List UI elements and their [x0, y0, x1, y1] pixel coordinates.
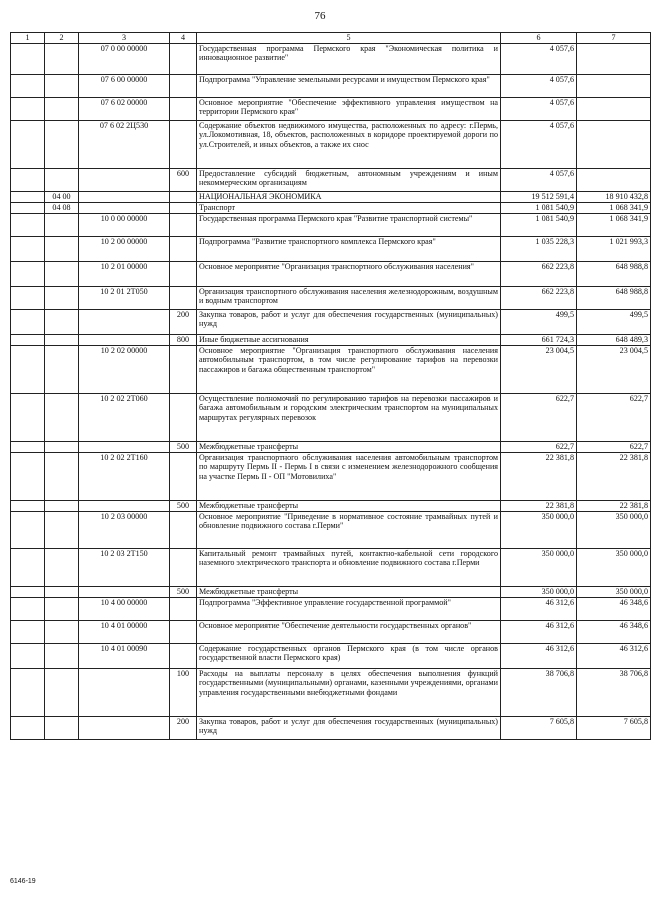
target-article-cell: 10 2 02 2Т160	[79, 452, 170, 500]
table-row	[11, 43, 651, 74]
target-article-cell	[79, 309, 170, 334]
target-article-cell: 10 4 01 00000	[79, 620, 170, 643]
table-row	[11, 334, 651, 345]
amount-2021-cell: 648 988,8	[577, 286, 651, 309]
amount-2021-cell: 18 910 432,8	[577, 191, 651, 202]
target-article-cell	[79, 191, 170, 202]
amount-2020-cell: 4 057,6	[501, 43, 577, 74]
expense-type-cell: 800	[170, 334, 197, 345]
table-row	[11, 500, 651, 511]
table-row	[11, 213, 651, 236]
expense-type-cell: 600	[170, 168, 197, 191]
subsection-cell	[45, 643, 79, 668]
name-cell: Содержание объектов недвижимого имущества, расположенных по адресу: г.Пермь, ул.Локомотивная, 18, объектов, расположенных в коридоре проектируемой дороги по ул.Строителей, и иных объектов, а также их снос	[197, 120, 501, 168]
subsection-cell	[45, 511, 79, 548]
section-cell	[11, 643, 45, 668]
section-cell	[11, 500, 45, 511]
target-article-cell: 10 2 01 2Т050	[79, 286, 170, 309]
name-cell: Подпрограмма "Развитие транспортного комплекса Пермского края"	[197, 236, 501, 261]
name-cell: Межбюджетные трансферты	[197, 441, 501, 452]
target-article-cell: 07 0 00 00000	[79, 43, 170, 74]
target-article-cell: 10 2 02 2Т060	[79, 393, 170, 441]
section-cell	[11, 586, 45, 597]
amount-2021-cell: 1 068 341,9	[577, 213, 651, 236]
name-cell: Основное мероприятие "Приведение в нормативное состояние трамвайных путей и обновление подвижного состава г.Перми"	[197, 511, 501, 548]
section-cell	[11, 441, 45, 452]
section-cell	[11, 309, 45, 334]
target-article-cell: 10 2 00 00000	[79, 236, 170, 261]
amount-2020-cell: 499,5	[501, 309, 577, 334]
name-cell: Подпрограмма "Управление земельными ресурсами и имуществом Пермского края"	[197, 74, 501, 97]
amount-2021-cell: 46 348,6	[577, 620, 651, 643]
subsection-cell	[45, 500, 79, 511]
subsection-cell	[45, 213, 79, 236]
section-cell	[11, 334, 45, 345]
subsection-cell	[45, 97, 79, 120]
amount-2020-cell: 662 223,8	[501, 261, 577, 286]
amount-2021-cell	[577, 97, 651, 120]
table-row	[11, 309, 651, 334]
amount-2021-cell: 350 000,0	[577, 511, 651, 548]
subsection-cell	[45, 716, 79, 739]
amount-2020-cell: 22 381,8	[501, 452, 577, 500]
expense-type-cell: 500	[170, 441, 197, 452]
section-cell	[11, 393, 45, 441]
name-cell: Межбюджетные трансферты	[197, 500, 501, 511]
name-cell: Предоставление субсидий бюджетным, автономным учреждениям и иным некоммерческим организациям	[197, 168, 501, 191]
expense-type-cell	[170, 43, 197, 74]
target-article-cell	[79, 586, 170, 597]
subsection-cell: 04 00	[45, 191, 79, 202]
expense-type-cell	[170, 261, 197, 286]
amount-2021-cell: 46 348,6	[577, 597, 651, 620]
amount-2021-cell: 22 381,8	[577, 452, 651, 500]
section-cell	[11, 236, 45, 261]
expense-type-cell	[170, 548, 197, 586]
target-article-cell	[79, 500, 170, 511]
amount-2020-cell: 662 223,8	[501, 286, 577, 309]
subsection-cell	[45, 452, 79, 500]
expense-type-cell	[170, 620, 197, 643]
table-row	[11, 441, 651, 452]
amount-2020-cell: 4 057,6	[501, 97, 577, 120]
name-cell: НАЦИОНАЛЬНАЯ ЭКОНОМИКА	[197, 191, 501, 202]
expense-type-cell	[170, 120, 197, 168]
name-cell: Транспорт	[197, 202, 501, 213]
amount-2021-cell: 46 312,6	[577, 643, 651, 668]
amount-2020-cell: 46 312,6	[501, 620, 577, 643]
subsection-cell: 04 08	[45, 202, 79, 213]
section-cell	[11, 548, 45, 586]
subsection-cell	[45, 120, 79, 168]
name-cell: Осуществление полномочий по регулированию тарифов на перевозки пассажиров и багажа автомобильным и городским электрическим транспортом на муниципальных маршрутах регулярных перевозок	[197, 393, 501, 441]
subsection-cell	[45, 548, 79, 586]
name-cell: Основное мероприятие "Организация транспортного обслуживания населения автомобильным транспортом, в том числе регулирование тарифов на перевозки пассажиров и багажа общественным транспортом"	[197, 345, 501, 393]
table-row	[11, 716, 651, 739]
expense-type-cell	[170, 345, 197, 393]
amount-2020-cell: 1 035 228,3	[501, 236, 577, 261]
name-cell: Расходы на выплаты персоналу в целях обеспечения выполнения функций государственными (муниципальными) органами, казенными учреждениями, органами управления государственными внебюджетными фондами	[197, 668, 501, 716]
name-cell: Капитальный ремонт трамвайных путей, контактно-кабельной сети городского наземного электрического транспорта и обновление подвижного состава г.Перми	[197, 548, 501, 586]
amount-2020-cell: 661 724,3	[501, 334, 577, 345]
subsection-cell	[45, 393, 79, 441]
section-cell	[11, 191, 45, 202]
amount-2020-cell: 622,7	[501, 441, 577, 452]
amount-2021-cell: 23 004,5	[577, 345, 651, 393]
target-article-cell: 10 2 03 00000	[79, 511, 170, 548]
name-cell: Содержание государственных органов Пермского края (в том числе органов государственной власти Пермского края)	[197, 643, 501, 668]
section-cell	[11, 668, 45, 716]
name-cell: Основное мероприятие "Организация транспортного обслуживания населения"	[197, 261, 501, 286]
column-header: 3	[79, 33, 170, 44]
name-cell: Закупка товаров, работ и услуг для обеспечения государственных (муниципальных) нужд	[197, 309, 501, 334]
subsection-cell	[45, 668, 79, 716]
expense-type-cell: 500	[170, 500, 197, 511]
amount-2020-cell: 4 057,6	[501, 120, 577, 168]
target-article-cell	[79, 441, 170, 452]
amount-2021-cell: 622,7	[577, 393, 651, 441]
target-article-cell: 10 2 02 00000	[79, 345, 170, 393]
target-article-cell: 07 6 02 2Ц530	[79, 120, 170, 168]
subsection-cell	[45, 74, 79, 97]
column-header: 2	[45, 33, 79, 44]
section-cell	[11, 202, 45, 213]
section-cell	[11, 511, 45, 548]
table-row	[11, 261, 651, 286]
amount-2021-cell	[577, 168, 651, 191]
table-row	[11, 643, 651, 668]
subsection-cell	[45, 168, 79, 191]
expense-type-cell	[170, 191, 197, 202]
subsection-cell	[45, 597, 79, 620]
expense-type-cell: 500	[170, 586, 197, 597]
target-article-cell: 10 2 01 00000	[79, 261, 170, 286]
target-article-cell: 10 2 03 2Т150	[79, 548, 170, 586]
target-article-cell: 10 4 01 00090	[79, 643, 170, 668]
section-cell	[11, 716, 45, 739]
table-row	[11, 191, 651, 202]
table-row	[11, 236, 651, 261]
amount-2021-cell: 350 000,0	[577, 586, 651, 597]
amount-2021-cell: 648 489,3	[577, 334, 651, 345]
amount-2021-cell: 1 021 993,3	[577, 236, 651, 261]
table-row	[11, 586, 651, 597]
expense-type-cell: 200	[170, 716, 197, 739]
column-header: 7	[577, 33, 651, 44]
name-cell: Государственная программа Пермского края "Развитие транспортной системы"	[197, 213, 501, 236]
amount-2020-cell: 350 000,0	[501, 586, 577, 597]
amount-2021-cell: 648 988,8	[577, 261, 651, 286]
name-cell: Организация транспортного обслуживания населения автомобильным транспортом по маршруту Пермь II - Пермь I в связи с изменением железнодорожного сообщения на участке Пермь II - ОП "Мотовилиха"	[197, 452, 501, 500]
name-cell: Закупка товаров, работ и услуг для обеспечения государственных (муниципальных) нужд	[197, 716, 501, 739]
section-cell	[11, 43, 45, 74]
name-cell: Организация транспортного обслуживания населения железнодорожным, воздушным и водным транспортом	[197, 286, 501, 309]
amount-2020-cell: 350 000,0	[501, 511, 577, 548]
amount-2020-cell: 622,7	[501, 393, 577, 441]
amount-2021-cell: 22 381,8	[577, 500, 651, 511]
section-cell	[11, 345, 45, 393]
expense-type-cell	[170, 202, 197, 213]
name-cell: Иные бюджетные ассигнования	[197, 334, 501, 345]
amount-2021-cell	[577, 43, 651, 74]
table-row	[11, 74, 651, 97]
amount-2021-cell: 622,7	[577, 441, 651, 452]
subsection-cell	[45, 334, 79, 345]
amount-2020-cell: 4 057,6	[501, 168, 577, 191]
target-article-cell	[79, 202, 170, 213]
amount-2020-cell: 7 605,8	[501, 716, 577, 739]
amount-2021-cell	[577, 74, 651, 97]
expense-type-cell	[170, 511, 197, 548]
expense-type-cell	[170, 236, 197, 261]
section-cell	[11, 620, 45, 643]
table-row	[11, 511, 651, 548]
table-row	[11, 452, 651, 500]
subsection-cell	[45, 309, 79, 334]
amount-2021-cell: 1 068 341,9	[577, 202, 651, 213]
table-row	[11, 345, 651, 393]
column-header: 1	[11, 33, 45, 44]
table-row	[11, 620, 651, 643]
amount-2021-cell: 350 000,0	[577, 548, 651, 586]
name-cell: Межбюджетные трансферты	[197, 586, 501, 597]
section-cell	[11, 452, 45, 500]
name-cell: Основное мероприятие "Обеспечение эффективного управления имуществом на территории Пермского края"	[197, 97, 501, 120]
table-row	[11, 202, 651, 213]
amount-2020-cell: 38 706,8	[501, 668, 577, 716]
expense-type-cell	[170, 74, 197, 97]
page-number: 76	[314, 10, 326, 22]
expense-type-cell	[170, 643, 197, 668]
table-row	[11, 97, 651, 120]
expense-type-cell: 200	[170, 309, 197, 334]
subsection-cell	[45, 620, 79, 643]
amount-2020-cell: 19 512 591,4	[501, 191, 577, 202]
subsection-cell	[45, 441, 79, 452]
target-article-cell: 07 6 00 00000	[79, 74, 170, 97]
name-cell: Государственная программа Пермского края "Экономическая политика и инновационное развитие"	[197, 43, 501, 74]
amount-2020-cell: 22 381,8	[501, 500, 577, 511]
header-row	[11, 33, 651, 44]
subsection-cell	[45, 586, 79, 597]
amount-2021-cell	[577, 120, 651, 168]
target-article-cell	[79, 334, 170, 345]
subsection-cell	[45, 236, 79, 261]
table-row	[11, 548, 651, 586]
table-row	[11, 597, 651, 620]
table-row	[11, 168, 651, 191]
target-article-cell	[79, 168, 170, 191]
target-article-cell: 07 6 02 00000	[79, 97, 170, 120]
table-row	[11, 668, 651, 716]
amount-2020-cell: 1 081 540,9	[501, 202, 577, 213]
column-header: 6	[501, 33, 577, 44]
target-article-cell: 10 0 00 00000	[79, 213, 170, 236]
footer-code: 6146-19	[10, 878, 36, 885]
target-article-cell	[79, 716, 170, 739]
section-cell	[11, 261, 45, 286]
table-row	[11, 120, 651, 168]
section-cell	[11, 286, 45, 309]
section-cell	[11, 168, 45, 191]
section-cell	[11, 97, 45, 120]
budget-table	[10, 32, 651, 740]
section-cell	[11, 74, 45, 97]
amount-2021-cell: 38 706,8	[577, 668, 651, 716]
subsection-cell	[45, 261, 79, 286]
expense-type-cell	[170, 286, 197, 309]
name-cell: Подпрограмма "Эффективное управление государственной программой"	[197, 597, 501, 620]
amount-2020-cell: 4 057,6	[501, 74, 577, 97]
amount-2020-cell: 350 000,0	[501, 548, 577, 586]
subsection-cell	[45, 345, 79, 393]
expense-type-cell	[170, 452, 197, 500]
target-article-cell: 10 4 00 00000	[79, 597, 170, 620]
expense-type-cell: 100	[170, 668, 197, 716]
table-body	[11, 43, 651, 739]
expense-type-cell	[170, 393, 197, 441]
amount-2020-cell: 23 004,5	[501, 345, 577, 393]
section-cell	[11, 597, 45, 620]
column-header: 5	[197, 33, 501, 44]
table-row	[11, 286, 651, 309]
amount-2021-cell: 499,5	[577, 309, 651, 334]
amount-2020-cell: 1 081 540,9	[501, 213, 577, 236]
subsection-cell	[45, 43, 79, 74]
expense-type-cell	[170, 597, 197, 620]
amount-2020-cell: 46 312,6	[501, 643, 577, 668]
column-header: 4	[170, 33, 197, 44]
target-article-cell	[79, 668, 170, 716]
section-cell	[11, 213, 45, 236]
name-cell: Основное мероприятие "Обеспечение деятельности государственных органов"	[197, 620, 501, 643]
expense-type-cell	[170, 97, 197, 120]
amount-2020-cell: 46 312,6	[501, 597, 577, 620]
amount-2021-cell: 7 605,8	[577, 716, 651, 739]
section-cell	[11, 120, 45, 168]
expense-type-cell	[170, 213, 197, 236]
subsection-cell	[45, 286, 79, 309]
table-row	[11, 393, 651, 441]
